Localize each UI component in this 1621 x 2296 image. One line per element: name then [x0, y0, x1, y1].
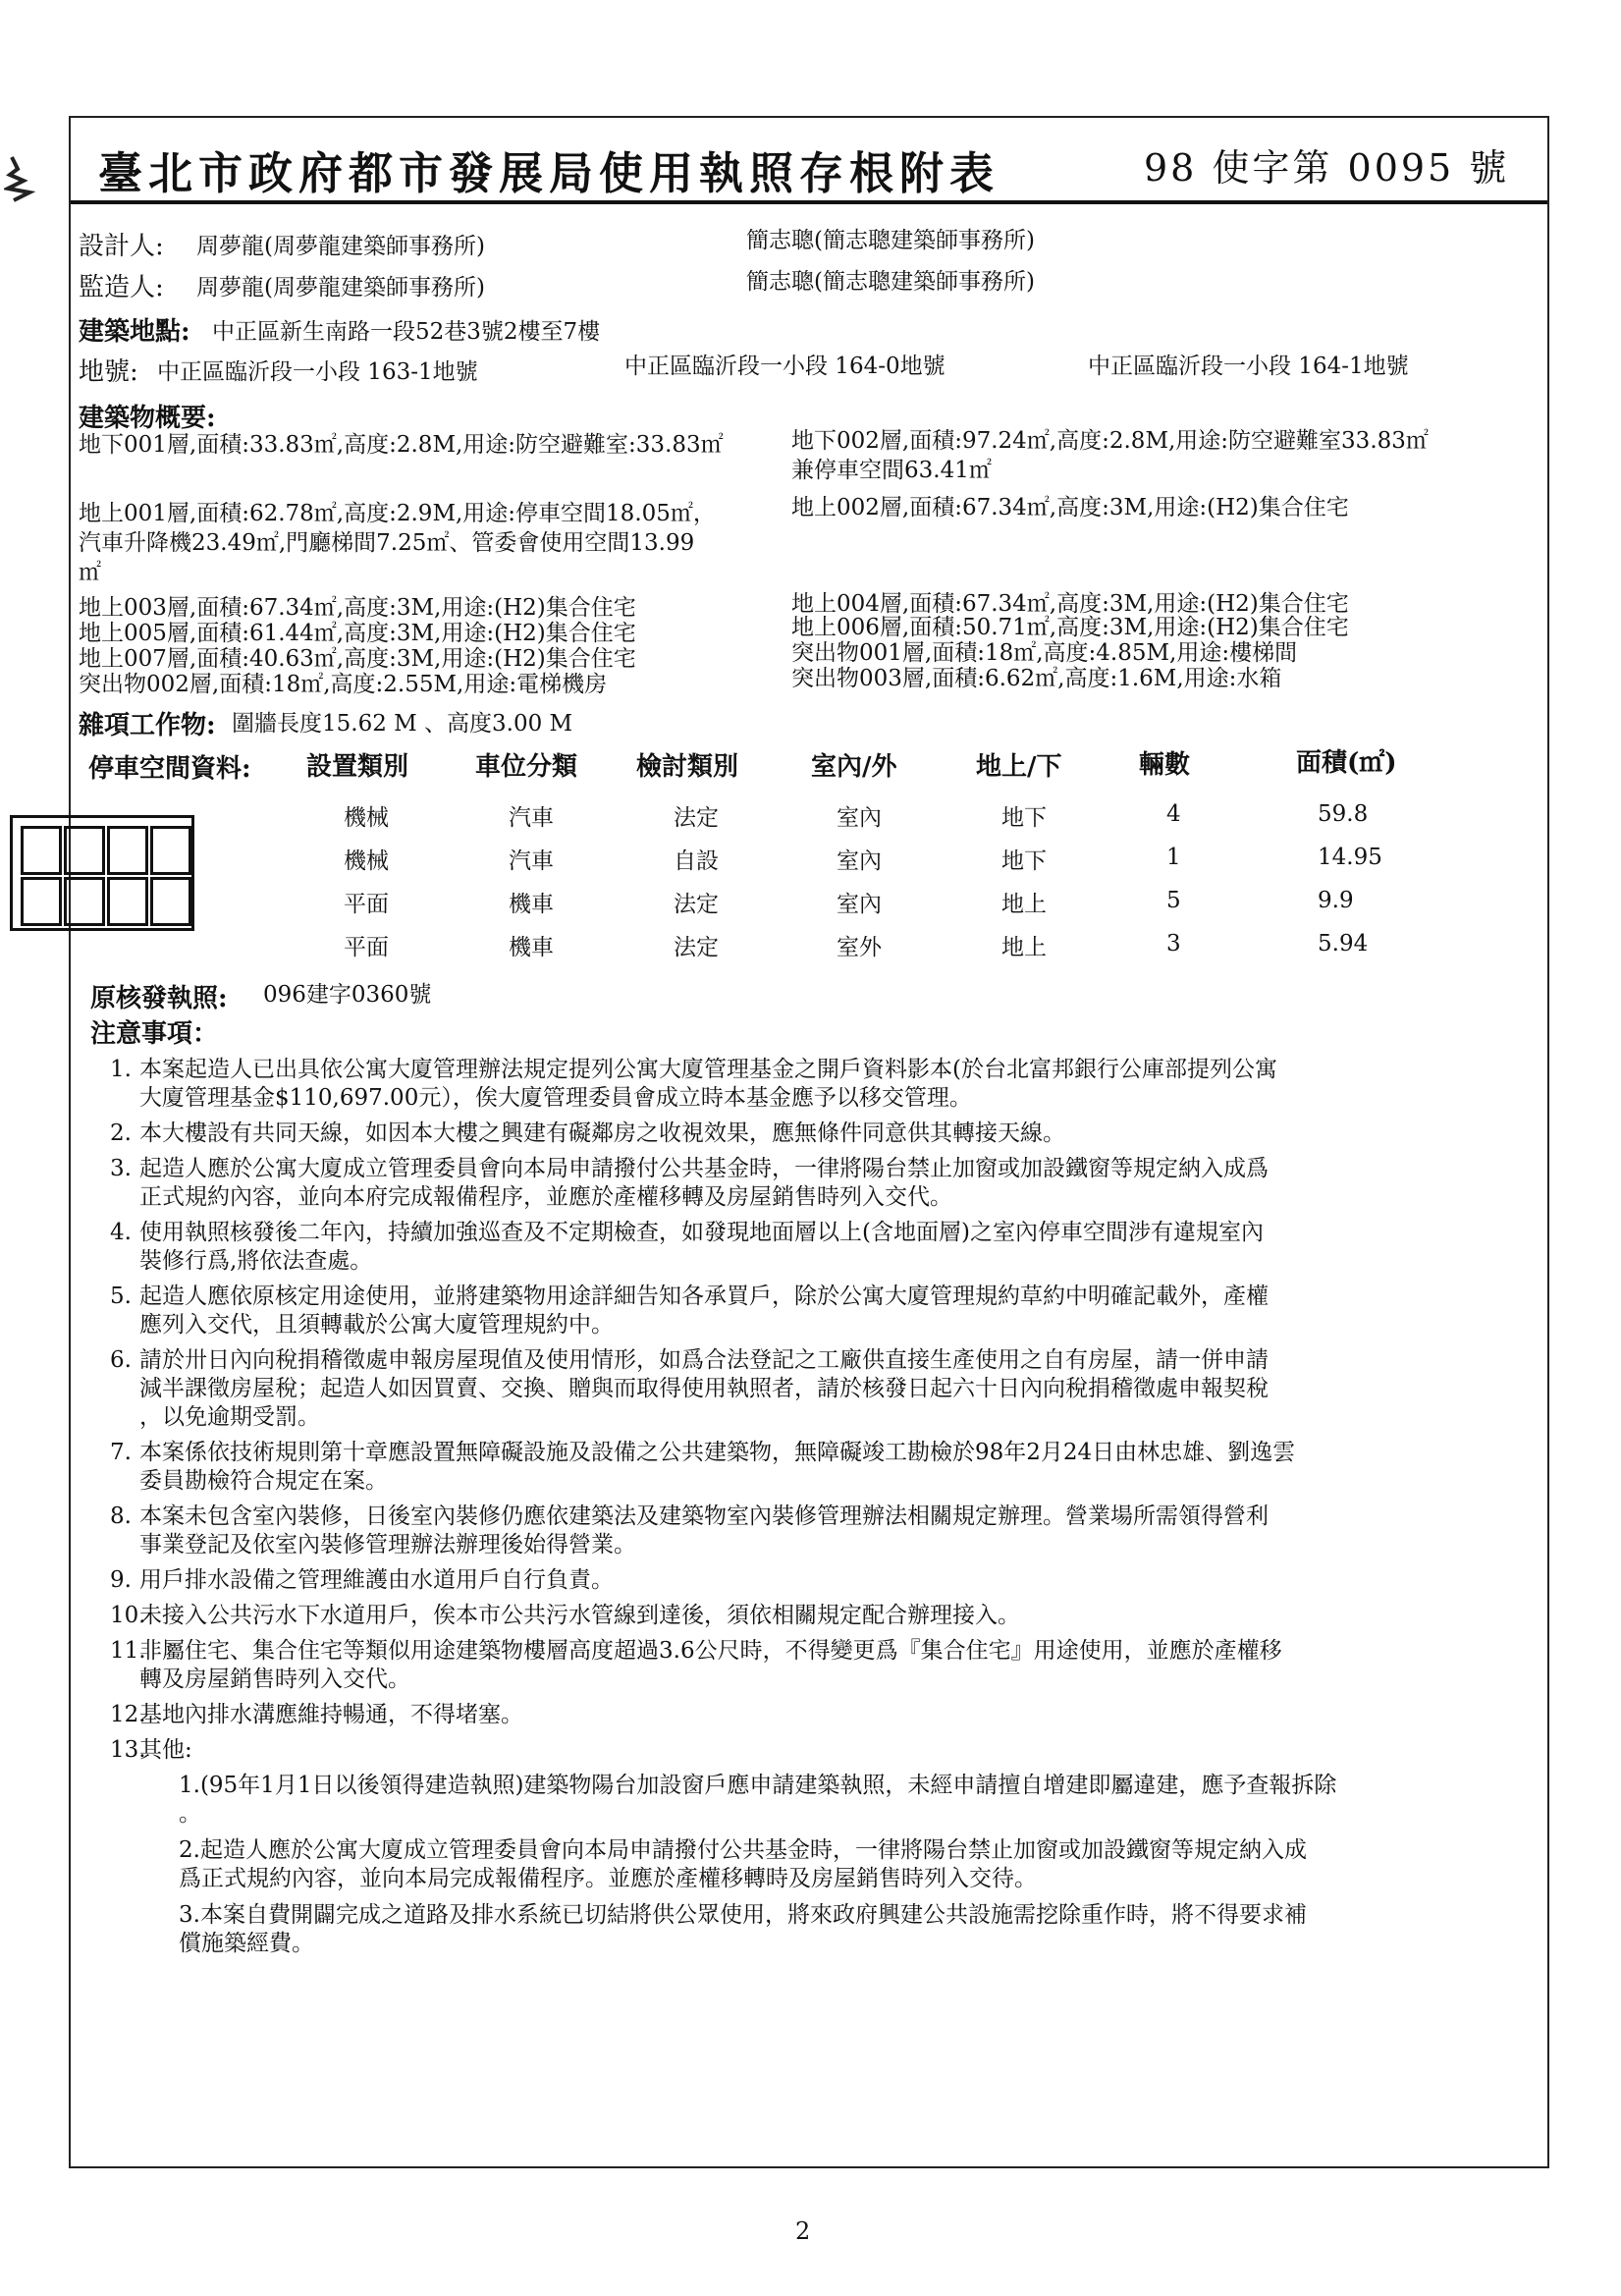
overview-right-3: 地上004層,面積:67.34㎡,高度:3M,用途:(H2)集合住宅	[791, 591, 1349, 617]
parking-cell: 59.8	[1318, 801, 1369, 827]
parking-cell: 地上	[1001, 892, 1047, 917]
misc-value: 圍牆長度15.62 M 、高度3.00 M	[232, 711, 573, 737]
site-label: 建築地點:	[79, 317, 190, 347]
overview-left-4: 地上003層,面積:67.34㎡,高度:3M,用途:(H2)集合住宅	[79, 595, 636, 621]
parking-cell: 平面	[344, 935, 389, 960]
list-item: 10. 未接入公共污水下水道用戶，俟本市公共污水管線到達後，須依相關規定配合辦理接入。	[110, 1603, 1020, 1628]
parking-header-area: 面積(㎡)	[1296, 748, 1397, 778]
site-value: 中正區新生南路一段52巷3號2樓至7樓	[212, 319, 601, 345]
parking-cell: 機械	[344, 805, 389, 831]
list-item: 2. 本大樓設有共同天線，如因本大樓之興建有礙鄰房之收視效果，應無條件同意供其轉接天線。	[110, 1121, 1065, 1146]
official-seal-stamp	[10, 815, 194, 931]
other-note-item: 3.本案自費開闢完成之道路及排水系統已切結將供公眾使用，將來政府興建公共設施需挖除重作時，將不得要求補 償施築經費。	[179, 1902, 1307, 1956]
parking-cell: 室內	[837, 848, 882, 874]
list-item: 8. 本案未包含室內裝修，日後室內裝修仍應依建築法及建築物室內裝修管理辦法相關規定辦理。營業場所需領得營利 事業登記及依室內裝修管理辦法辦理後始得營業。	[110, 1503, 1269, 1558]
list-item: 1. 本案起造人已出具依公寓大廈管理辦法規定提列公寓大廈管理基金之開戶資料影本(於台北富邦銀行公庫部提列公寓 大廈管理基金$110,697.00元），俟大廈管理委員會成立時本基金應予以移交管理。	[110, 1057, 1277, 1111]
overview-left-2: 汽車升降機23.49㎡,門廳梯間7.25㎡、管委會使用空間13.99	[79, 530, 695, 556]
parking-cell: 地下	[1001, 805, 1047, 831]
parking-cell: 汽車	[509, 805, 554, 831]
parking-header-level: 地上/下	[976, 752, 1062, 782]
document-title: 臺北市政府都市發展局使用執照存根附表	[98, 147, 1000, 199]
parking-cell: 室外	[837, 935, 882, 960]
misc-label: 雜項工作物:	[79, 711, 216, 740]
designer-value-1: 周夢龍(周夢龍建築師事務所)	[196, 234, 485, 259]
overview-left-1: 地上001層,面積:62.78㎡,高度:2.9M,用途:停車空間18.05㎡，	[79, 501, 716, 526]
parking-cell: 14.95	[1318, 845, 1382, 870]
list-item: 6. 請於卅日內向稅捐稽徵處申報房屋現值及使用情形，如爲合法登記之工廠供直接生產使用之自有房屋，請一併申請 減半課徵房屋稅；起造人如因買賣、交換、贈與而取得使用執照者，請於核發日起六十日內向稅捐稽徵處申報契稅 ，以免逾期受罰。	[110, 1347, 1269, 1430]
list-item: 5. 起造人應依原核定用途使用，並將建築物用途詳細告知各承買戶，除於公寓大廈管理規約草約中明確記載外，產權 應列入交代，且須轉載於公寓大廈管理規約中。	[110, 1284, 1269, 1338]
overview-right-1: 兼停車空間63.41㎡	[791, 458, 992, 483]
overview-left-7: 突出物002層,面積:18㎡,高度:2.55M,用途:電梯機房	[79, 672, 608, 697]
parking-cell: 汽車	[509, 848, 554, 874]
notes-list	[110, 1056, 1534, 1966]
designer-value-2: 簡志聰(簡志聰建築師事務所)	[746, 228, 1035, 253]
other-note-item: 2.起造人應於公寓大廈成立管理委員會向本局申請撥付公共基金時，一律將陽台禁止加窗或加設鐵窗等規定納入成 爲正式規約內容，並向本局完成報備程序。並應於產權移轉時及房屋銷售時列入交待。	[179, 1837, 1307, 1891]
parking-cell: 法定	[674, 805, 719, 831]
overview-right-2: 地上002層,面積:67.34㎡,高度:3M,用途:(H2)集合住宅	[791, 495, 1349, 520]
list-item: 7. 本案係依技術規則第十章應設置無障礙設施及設備之公共建築物，無障礙竣工勘檢於98年2月24日由林忠雄、劉逸雲 委員勘檢符合規定在案。	[110, 1440, 1296, 1494]
parking-cell: 法定	[674, 892, 719, 917]
parking-label: 停車空間資料:	[88, 754, 251, 784]
parking-header-type: 設置類別	[306, 752, 409, 782]
parking-header-count: 輛數	[1139, 750, 1191, 780]
parking-cell: 機車	[509, 892, 554, 917]
supervisor-value-1: 周夢龍(周夢龍建築師事務所)	[196, 275, 485, 301]
list-item: 3. 起造人應於公寓大廈成立管理委員會向本局申請撥付公共基金時，一律將陽台禁止加窗或加設鐵窗等規定納入成爲 正式規約內容，並向本府完成報備程序，並應於產權移轉及房屋銷售時列入交代。	[110, 1156, 1269, 1210]
notes-label: 注意事項：	[90, 1019, 219, 1049]
parking-cell: 3	[1166, 931, 1181, 957]
scan-mark-icon	[4, 155, 35, 202]
overview-right-0: 地下002層,面積:97.24㎡,高度:2.8M,用途:防空避難室33.83㎡	[791, 428, 1429, 454]
parking-cell: 5.94	[1318, 931, 1369, 957]
overview-left-6: 地上007層,面積:40.63㎡,高度:3M,用途:(H2)集合住宅	[79, 646, 636, 672]
overview-right-6: 突出物003層,面積:6.62㎡,高度:1.6M,用途:水箱	[791, 666, 1282, 691]
lot-label: 地號:	[79, 357, 138, 387]
parking-cell: 地下	[1001, 848, 1047, 874]
parking-header-indoor: 室內/外	[811, 752, 897, 782]
supervisor-value-2: 簡志聰(簡志聰建築師事務所)	[746, 269, 1035, 295]
parking-cell: 9.9	[1318, 888, 1354, 913]
parking-cell: 機車	[509, 935, 554, 960]
other-note-item: 1.(95年1月1日以後領得建造執照)建築物陽台加設窗戶應申請建築執照，未經申請擅自增建即屬違建，應予查報拆除 。	[179, 1773, 1337, 1827]
parking-cell: 自設	[674, 848, 719, 874]
overview-left-5: 地上005層,面積:61.44㎡,高度:3M,用途:(H2)集合住宅	[79, 621, 636, 646]
overview-left-0: 地下001層,面積:33.83㎡,高度:2.8M,用途:防空避難室:33.83㎡	[79, 432, 724, 458]
parking-cell: 機械	[344, 848, 389, 874]
permit-number: 98 使字第 0095 號	[1144, 146, 1510, 190]
supervisor-label: 監造人:	[79, 273, 164, 302]
overview-right-4: 地上006層,面積:50.71㎡,高度:3M,用途:(H2)集合住宅	[791, 615, 1349, 640]
list-item: 9. 用戶排水設備之管理維護由水道用戶自行負責。	[110, 1567, 614, 1593]
parking-header-category: 車位分類	[475, 752, 578, 782]
overview-right-5: 突出物001層,面積:18㎡,高度:4.85M,用途:樓梯間	[791, 640, 1298, 666]
parking-header-review: 檢討類別	[636, 752, 739, 782]
parking-cell: 法定	[674, 935, 719, 960]
parking-cell: 室內	[837, 805, 882, 831]
original-permit-label: 原核發執照:	[90, 984, 228, 1013]
list-item: 12. 基地內排水溝應維持暢通，不得堵塞。	[110, 1702, 523, 1727]
page-number: 2	[795, 2217, 811, 2245]
parking-cell: 室內	[837, 892, 882, 917]
lot-value-1: 中正區臨沂段一小段 163-1地號	[157, 359, 478, 385]
parking-cell: 地上	[1001, 935, 1047, 960]
parking-cell: 4	[1166, 801, 1181, 827]
original-permit-value: 096建字0360號	[263, 982, 432, 1008]
list-item: 11. 非屬住宅、集合住宅等類似用途建築物樓層高度超過3.6公尺時，不得變更爲『集合住宅』用途使用，並應於產權移 轉及房屋銷售時列入交代。	[110, 1638, 1282, 1692]
list-item: 13. 其他:	[110, 1737, 192, 1763]
list-item: 4. 使用執照核發後二年內，持續加強巡查及不定期檢查，如發現地面層以上(含地面層)之室內停車空間涉有違規室內 裝修行爲,將依法查處。	[110, 1220, 1264, 1274]
lot-value-2: 中正區臨沂段一小段 164-0地號	[624, 354, 946, 379]
parking-cell: 5	[1166, 888, 1181, 913]
overview-left-3: ㎡	[79, 560, 101, 585]
designer-label: 設計人:	[79, 232, 164, 261]
parking-cell: 平面	[344, 892, 389, 917]
parking-cell: 1	[1166, 845, 1181, 870]
lot-value-3: 中正區臨沂段一小段 164-1地號	[1088, 354, 1409, 379]
overview-label: 建築物概要:	[79, 404, 216, 433]
